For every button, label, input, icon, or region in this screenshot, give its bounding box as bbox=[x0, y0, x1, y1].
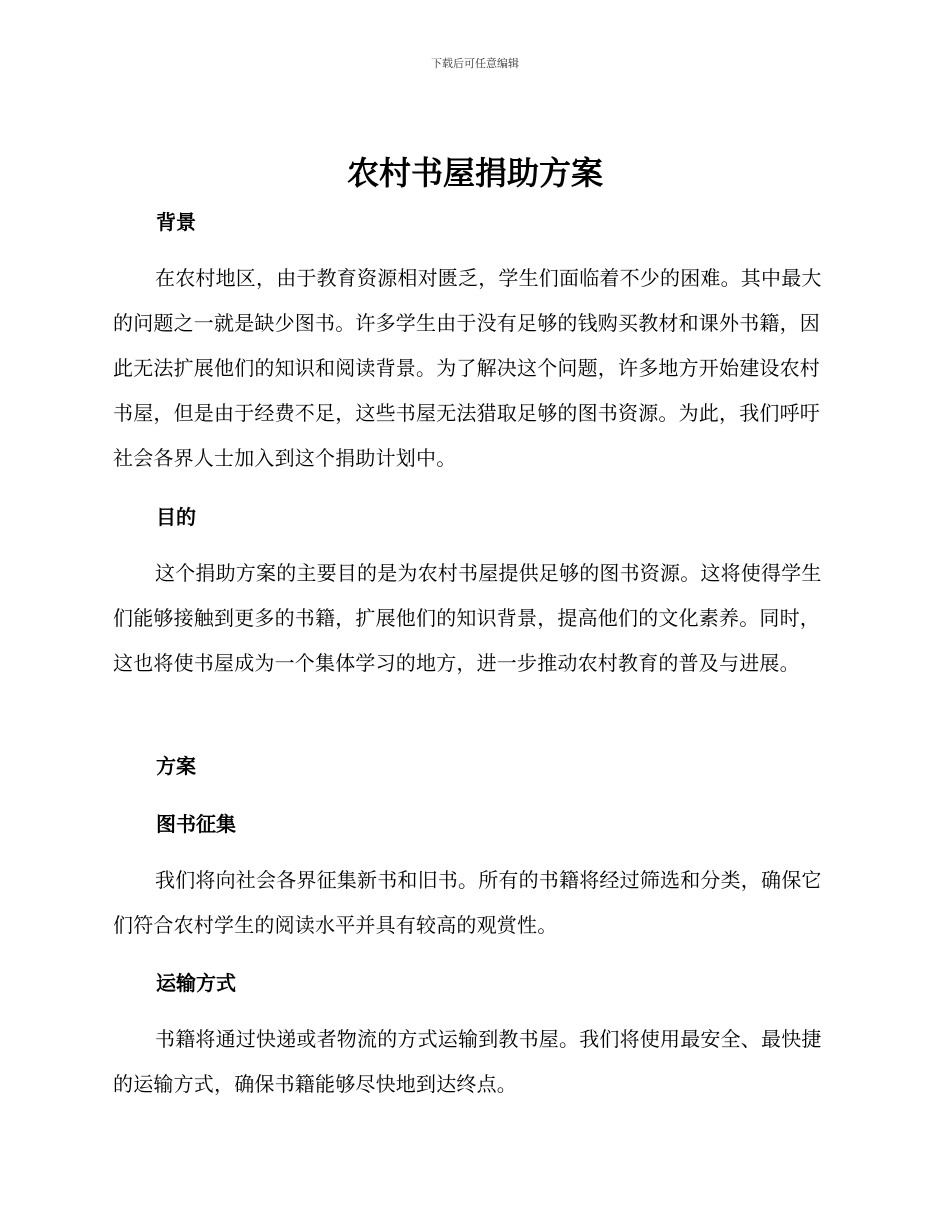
section-heading-background: 背景 bbox=[156, 210, 196, 234]
section-heading-purpose: 目的 bbox=[156, 505, 196, 529]
header-note: 下载后可任意编辑 bbox=[431, 57, 519, 70]
section-paragraph-book-collection: 我们将向社会各界征集新书和旧书。所有的书籍将经过筛选和分类，确保它们符合农村学生的阅读水平并具有较高的观赏性。 bbox=[113, 868, 822, 937]
document-title: 农村书屋捐助方案 bbox=[346, 154, 603, 192]
section-paragraph-purpose: 这个捐助方案的主要目的是为农村书屋提供足够的图书资源。这将使得学生们能够接触到更多的书籍，扩展他们的知识背景，提高他们的文化素养。同时，这也将使书屋成为一个集体学习的地方，进一步推动农村教育的普及与进展。 bbox=[113, 561, 822, 675]
section-heading-transport: 运输方式 bbox=[156, 971, 236, 995]
section-paragraph-transport: 书籍将通过快递或者物流的方式运输到教书屋。我们将使用最安全、最快捷的运输方式，确保书籍能够尽快地到达终点。 bbox=[113, 1027, 822, 1096]
section-heading-book-collection: 图书征集 bbox=[156, 812, 236, 836]
section-paragraph-background: 在农村地区，由于教育资源相对匮乏，学生们面临着不少的困难。其中最大的问题之一就是缺少图书。许多学生由于没有足够的钱购买教材和课外书籍，因此无法扩展他们的知识和阅读背景。为了解决这个问题，许多地方开始建设农村书屋，但是由于经费不足，这些书屋无法猎取足够的图书资源。为此，我们呼吁社会各界人士加入到这个捐助计划中。 bbox=[113, 266, 822, 470]
section-heading-plan: 方案 bbox=[156, 754, 196, 778]
